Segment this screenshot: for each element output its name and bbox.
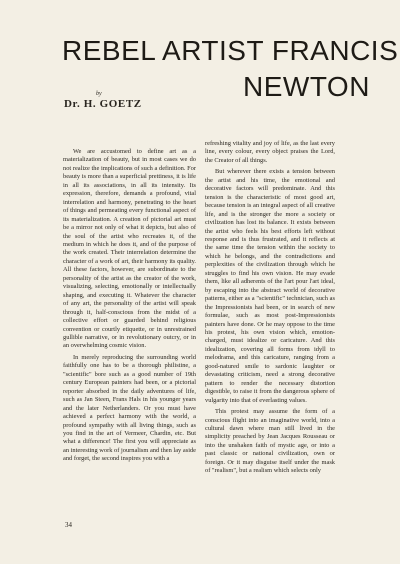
article-title-line-1: REBEL ARTIST FRANCIS xyxy=(62,35,399,66)
right-column xyxy=(205,140,335,476)
paragraph: This protest may assume the form of a conscious flight into an imaginative world, into a cultural dawn where man still lived in the simplicity preached by Jean Jacques Rousseau or into the unshaken faith of mystic age, or into a past classic or national civilization, own or foreign. Or it may disguise itself under the mask of "realism", but a realism which selects only xyxy=(205,408,335,475)
page-number: 34 xyxy=(65,521,72,529)
author-name: Dr. H. GOETZ xyxy=(64,98,142,110)
byline-prefix: by xyxy=(96,91,102,97)
paragraph: But wherever there exists a tension between the artist and his time, the emotional and decorative factors will predominate. And this tension is the characteristic of most good art, because tension is an integral aspect of all creative life, and is the stronger the more a society or civilization has lost its balance. It exists between the artist who feels his best efforts left without response and is thus frustrated, and it reflects at the same time the tension within the society to which he belongs, and the contradictions and perplexities of the civilization through which he struggles to find his own vision. He may evade them, like all adherents of the l'art pour l'art ideal, by escaping into the abstract world of decorative patterns, either as a "scientific" technician, such as the Impressionists had been, or in search of new formulae, such as most post-Impressionists painters have done. Or he may oppose to the time his protest, his own vision which, emotion-charged, must idealize or caricature. And this idealization, covering all forms from idyll to melodrama, and this caricature, ranging from a good-natured smile to sardonic laughter or devastating criticism, need a strong decorative pattern to render the necessary distortion digestible, to raise it from the dangerous sphere of vulgarity into that of everlasting values. xyxy=(205,168,335,404)
paragraph: refreshing vitality and joy of life, as the last every line, every colour, every object praises the Lord, the Creator of all things. xyxy=(205,140,335,164)
paragraph: In merely reproducing the surrounding world faithfully one has to be a thorough philistine, a "scientific" bore such as a good number of 19th century European painters had been, or a pictorial reporter absorbed in the daily adventures of life, such as Jan Steen, Frans Hals in his younger years and the later Netherlanders. Or you must have achieved a perfect harmony with the world, a profound sympathy with all living things, such as you find in the art of Vermeer, Chardin, etc. But what a difference! The first you will appreciate as an interesting work of journalism and then lay aside and forget, the second inspires you with a xyxy=(63,353,196,463)
paragraph: We are accustomed to define art as a materialization of beauty, but in most cases we do not realize the implications of such a definition. For beauty is more than a superficial prettiness, it is life in all its associations, in all its intensity. Its expression, therefore, demands a profound, vital interrelation and harmony, penetrating to the heart of things and permeating every functional aspect of its materialization. A creation of pictorial art must be a mirror not only of what it depicts, but also of the soul of the artist who recreates it, of the medium in which he does it, and of the purpose of the work created. Their interrelation determine the character of a work of art, their harmony its quality. All these factors, however, are subordinate to the personality of the artist as the creator of the work, visualizing, selecting, emotionally or intellectually shaping, and executing it. Whatever the character of any art, the personality of the artist will speak through it, half-conscious from the midst of a collective effort or guarded behind religious convention or courtly etiquette, or in unrestrained gullible narrative, or in revolutionary outcry, or in an overwhelming cosmic vision. xyxy=(63,148,196,350)
left-column xyxy=(63,148,196,464)
article-title-line-2: NEWTON xyxy=(243,71,370,102)
